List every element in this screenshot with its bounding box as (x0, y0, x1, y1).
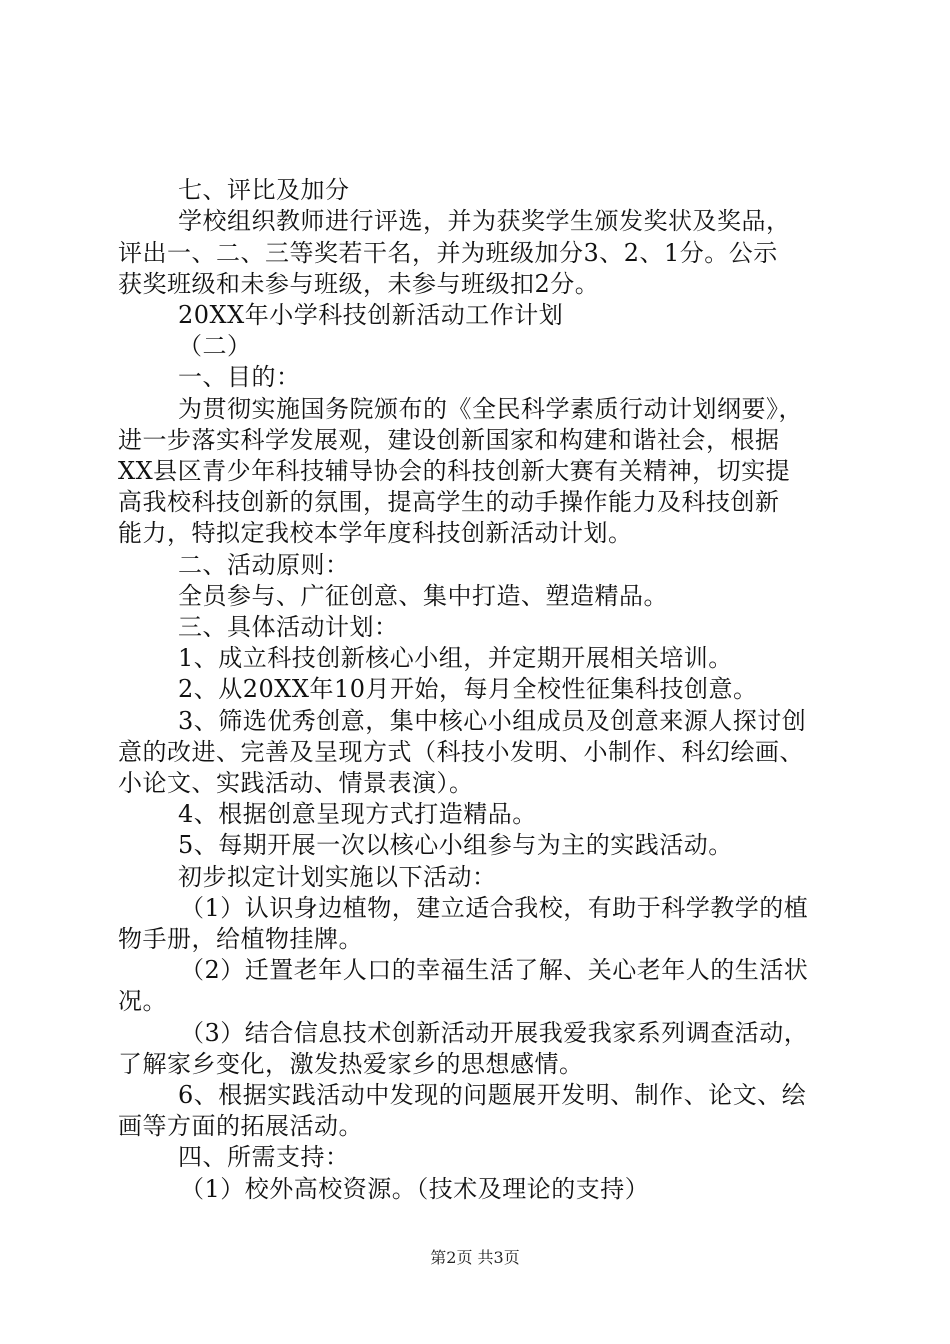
list-item: 5、每期开展一次以核心小组参与为主的实践活动。 (178, 831, 733, 859)
list-item: 1、成立科技创新核心小组，并定期开展相关培训。 (178, 644, 733, 672)
paragraph-line: 画等方面的拓展活动。 (118, 1112, 363, 1140)
paragraph-line: 获奖班级和未参与班级，未参与班级扣2分。 (118, 270, 600, 298)
sub-list-item: （1）认识身边植物，建立适合我校，有助于科学教学的植 (180, 894, 809, 922)
sub-list-item: （2）迁置老年人口的幸福生活了解、关心老年人的生活状 (180, 956, 809, 984)
section-heading-purpose: 一、目的： (178, 363, 301, 391)
paragraph-line: 物手册，给植物挂牌。 (118, 925, 363, 953)
paragraph-line: 能力，特拟定我校本学年度科技创新活动计划。 (118, 519, 633, 547)
section-heading-evaluation: 七、评比及加分 (178, 176, 350, 204)
sub-list-item: （3）结合信息技术创新活动开展我爱我家系列调查活动， (180, 1019, 809, 1047)
paragraph-line: 高我校科技创新的氛围，提高学生的动手操作能力及科技创新 (118, 488, 780, 516)
paragraph-line: 了解家乡变化，激发热爱家乡的思想感情。 (118, 1050, 584, 1078)
paragraph-line: 评出一、二、三等奖若干名，并为班级加分3、2、1分。公示 (118, 239, 778, 267)
paragraph-line: 况。 (118, 987, 167, 1015)
list-item: 3、筛选优秀创意，集中核心小组成员及创意来源人探讨创 (178, 707, 807, 735)
paragraph-line: 进一步落实科学发展观，建设创新国家和构建和谐社会，根据 (118, 426, 780, 454)
paragraph-line: 为贯彻实施国务院颁布的《全民科学素质行动计划纲要》， (178, 395, 803, 423)
list-item: 2、从20XX年10月开始，每月全校性征集科技创意。 (178, 675, 758, 703)
paragraph-line: 意的改进、完善及呈现方式（科技小发明、小制作、科幻绘画、 (118, 738, 804, 766)
section-heading-support: 四、所需支持： (178, 1143, 350, 1171)
paragraph-line: 小论文、实践活动、情景表演）。 (118, 769, 474, 797)
paragraph-line: 全员参与、广征创意、集中打造、塑造精品。 (178, 582, 668, 610)
document-subtitle: （二） (178, 332, 252, 360)
list-item: 6、根据实践活动中发现的问题展开发明、制作、论文、绘 (178, 1081, 807, 1109)
paragraph-line: XX县区青少年科技辅导协会的科技创新大赛有关精神，切实提 (118, 457, 791, 485)
section-heading-plan: 三、具体活动计划： (178, 613, 399, 641)
document-title: 20XX年小学科技创新活动工作计划 (178, 301, 564, 329)
page-number: 第2页 共3页 (430, 1248, 520, 1267)
sub-list-item: （1）校外高校资源。（技术及理论的支持） (180, 1175, 650, 1203)
paragraph-line: 学校组织教师进行评选，并为获奖学生颁发奖状及奖品， (178, 207, 791, 235)
paragraph-line: 初步拟定计划实施以下活动： (178, 863, 497, 891)
section-heading-principles: 二、活动原则： (178, 551, 350, 579)
list-item: 4、根据创意呈现方式打造精品。 (178, 800, 537, 828)
